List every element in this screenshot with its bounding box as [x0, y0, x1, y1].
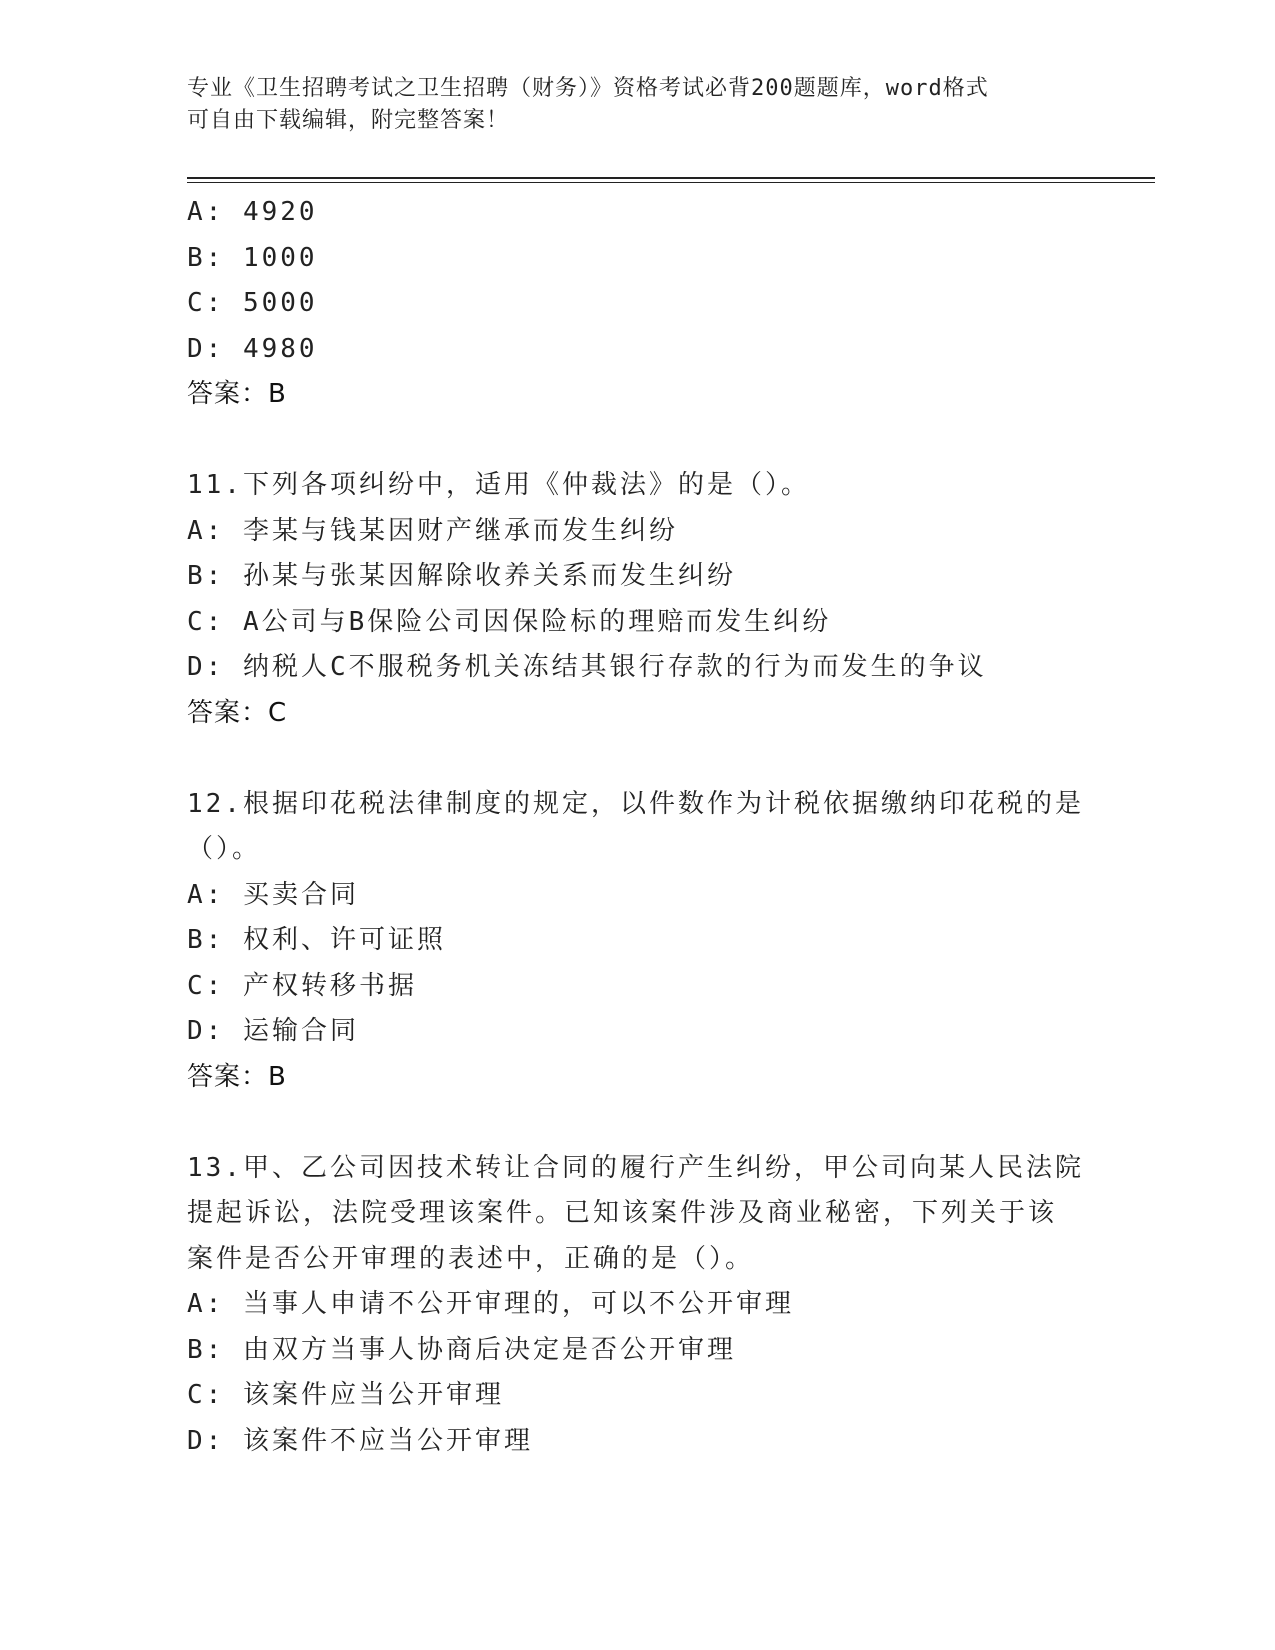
question-stem-line-1: 12.根据印花税法律制度的规定，以件数作为计税依据缴纳印花税的是: [187, 788, 1084, 819]
option-d: D: 该案件不应当公开审理: [187, 1425, 533, 1456]
header-title-line-1: 专业《卫生招聘考试之卫生招聘（财务）》资格考试必背200题题库，word格式: [187, 76, 989, 101]
question-12: [187, 782, 1087, 1101]
option-c: C: 该案件应当公开审理: [187, 1380, 504, 1410]
option-d: D: 运输合同: [187, 1016, 359, 1046]
document-header: [187, 73, 1067, 137]
option-b: B: 权利、许可证照: [187, 925, 446, 955]
option-a: A: 买卖合同: [187, 879, 359, 910]
spacer: [187, 736, 1087, 782]
answer-label: 答案：B: [187, 1061, 287, 1092]
question-list: [187, 190, 1087, 1464]
option-c: C: 5000: [187, 288, 318, 318]
question-13: [187, 1146, 1087, 1465]
header-title-line-2: 可自由下载编辑，附完整答案！: [187, 108, 510, 133]
question-stem-line-3: 案件是否公开审理的表述中，正确的是（）。: [187, 1243, 755, 1274]
option-b: B: 由双方当事人协商后决定是否公开审理: [187, 1334, 736, 1365]
question-stem-line-2: 提起诉讼，法院受理该案件。已知该案件涉及商业秘密，下列关于该: [187, 1198, 1058, 1228]
spacer: [187, 418, 1087, 464]
option-a: A: 李某与钱某因财产继承而发生纠纷: [187, 515, 678, 546]
question-10-continued: [187, 190, 1087, 418]
option-a: A: 当事人申请不公开审理的，可以不公开审理: [187, 1289, 794, 1319]
header-divider-thick: [187, 177, 1155, 179]
option-d: D: 纳税人C不服税务机关冻结其银行存款的行为而发生的争议: [187, 652, 987, 682]
header-divider-thin: [187, 182, 1155, 183]
option-a: A: 4920: [187, 197, 318, 227]
option-c: C: 产权转移书据: [187, 970, 417, 1001]
option-d: D: 4980: [187, 333, 318, 364]
option-c: C: A公司与B保险公司因保险标的理赔而发生纠纷: [187, 606, 832, 637]
question-stem-line-1: 13.甲、乙公司因技术转让合同的履行产生纠纷，甲公司向某人民法院: [187, 1152, 1084, 1183]
option-b: B: 1000: [187, 242, 318, 273]
answer-label: 答案：B: [187, 379, 287, 409]
spacer: [187, 1100, 1087, 1146]
answer-label: 答案：C: [187, 697, 288, 728]
question-11: [187, 463, 1087, 736]
question-stem: 11.下列各项纠纷中，适用《仲裁法》的是（）。: [187, 470, 810, 500]
option-b: B: 孙某与张某因解除收养关系而发生纠纷: [187, 561, 736, 591]
question-stem-line-2: （）。: [187, 834, 262, 864]
